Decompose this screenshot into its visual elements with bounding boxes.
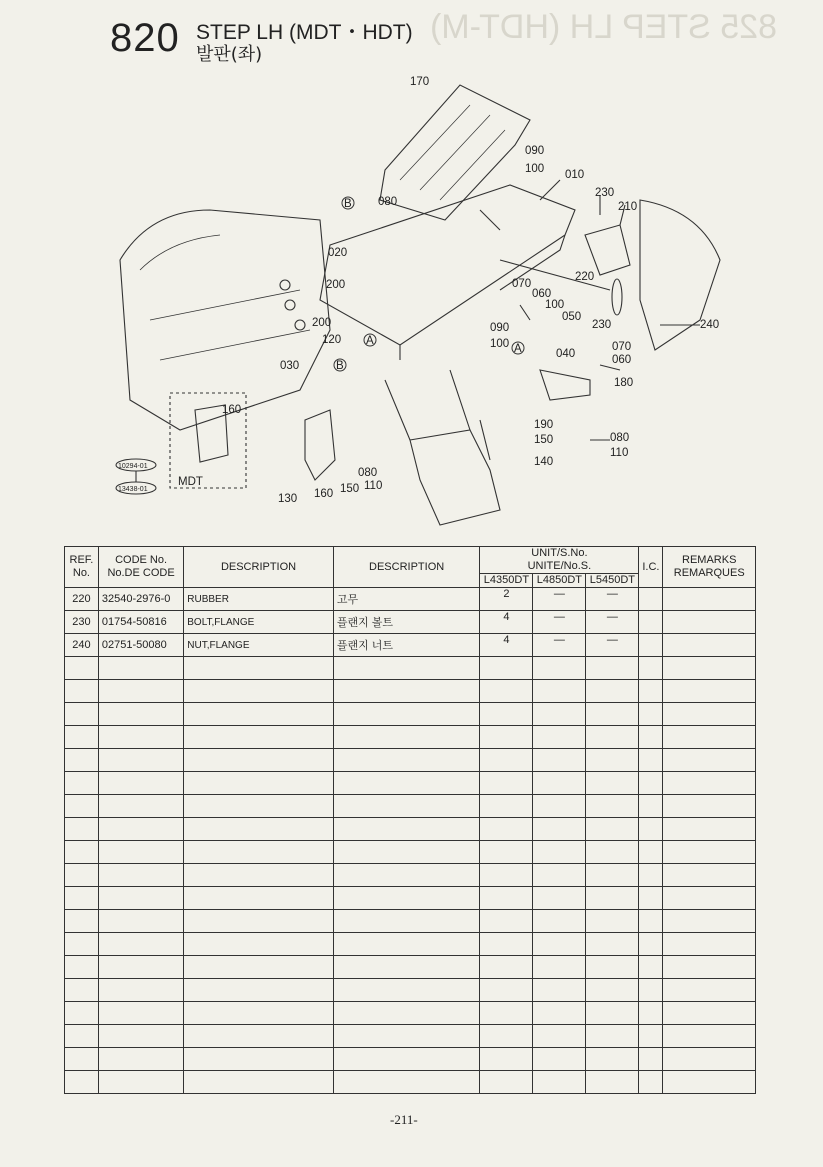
empty-table-row [65, 703, 756, 726]
empty-cell [480, 1048, 533, 1071]
svg-text:010: 010 [565, 169, 585, 181]
empty-cell [586, 864, 639, 887]
empty-cell [586, 680, 639, 703]
header-code: CODE No. No.DE CODE [98, 547, 183, 588]
empty-cell [480, 1071, 533, 1094]
header-model-2: L4850DT [533, 574, 586, 588]
qty-cell: — [586, 588, 639, 611]
empty-cell [333, 1048, 480, 1071]
empty-cell [65, 703, 99, 726]
ref-cell: 230 [65, 611, 99, 634]
header-ref: REF. No. [65, 547, 99, 588]
svg-text:090: 090 [490, 322, 510, 334]
remarks-cell [663, 634, 756, 657]
empty-cell [663, 680, 756, 703]
empty-cell [184, 703, 334, 726]
empty-cell [65, 956, 99, 979]
empty-cell [98, 726, 183, 749]
empty-cell [184, 795, 334, 818]
ref-cell: 220 [65, 588, 99, 611]
parts-table [64, 546, 756, 1094]
svg-text:230: 230 [592, 319, 612, 331]
empty-cell [184, 772, 334, 795]
svg-text:070: 070 [612, 341, 632, 353]
empty-cell [98, 818, 183, 841]
empty-cell [333, 956, 480, 979]
empty-cell [663, 956, 756, 979]
empty-cell [65, 726, 99, 749]
page-title-korean: 발판(좌) [196, 44, 263, 65]
page-title: STEP LH (MDT・HDT) [196, 21, 413, 44]
empty-cell [184, 1025, 334, 1048]
empty-cell [333, 772, 480, 795]
empty-table-row [65, 680, 756, 703]
empty-cell [98, 749, 183, 772]
empty-cell [333, 1025, 480, 1048]
empty-cell [65, 1002, 99, 1025]
desc-en-cell: BOLT,FLANGE [184, 611, 334, 634]
qty-cell: 4 [480, 611, 533, 634]
empty-cell [480, 1002, 533, 1025]
empty-cell [586, 726, 639, 749]
empty-cell [639, 795, 663, 818]
empty-cell [639, 703, 663, 726]
empty-cell [333, 703, 480, 726]
empty-cell [533, 1025, 586, 1048]
qty-cell: — [586, 611, 639, 634]
empty-cell [98, 910, 183, 933]
svg-text:240: 240 [700, 319, 720, 331]
svg-text:180: 180 [614, 377, 634, 389]
empty-cell [586, 910, 639, 933]
empty-cell [65, 864, 99, 887]
empty-cell [639, 749, 663, 772]
empty-cell [586, 1025, 639, 1048]
svg-text:080: 080 [358, 467, 378, 479]
empty-cell [586, 841, 639, 864]
svg-text:070: 070 [512, 278, 532, 290]
qty-cell: 4 [480, 634, 533, 657]
empty-cell [98, 680, 183, 703]
svg-text:170: 170 [410, 76, 430, 88]
empty-cell [639, 841, 663, 864]
empty-cell [586, 795, 639, 818]
empty-table-row [65, 1071, 756, 1094]
empty-cell [333, 933, 480, 956]
empty-cell [586, 887, 639, 910]
svg-text:230: 230 [595, 187, 615, 199]
empty-cell [333, 818, 480, 841]
svg-text:B: B [344, 198, 352, 210]
svg-text:190: 190 [534, 419, 554, 431]
empty-cell [98, 795, 183, 818]
empty-cell [586, 1002, 639, 1025]
page-footer: -211- [390, 1112, 418, 1127]
empty-cell [586, 933, 639, 956]
code-cell: 32540-2976-0 [98, 588, 183, 611]
empty-cell [663, 841, 756, 864]
empty-cell [480, 910, 533, 933]
empty-table-row [65, 1025, 756, 1048]
empty-cell [663, 818, 756, 841]
empty-cell [663, 1071, 756, 1094]
empty-cell [480, 979, 533, 1002]
empty-cell [333, 657, 480, 680]
empty-cell [639, 933, 663, 956]
qty-cell: — [533, 588, 586, 611]
ic-cell [639, 611, 663, 634]
empty-cell [333, 795, 480, 818]
empty-cell [533, 841, 586, 864]
svg-text:120: 120 [322, 334, 342, 346]
empty-cell [639, 979, 663, 1002]
empty-cell [184, 910, 334, 933]
stay-160 [305, 410, 335, 480]
empty-cell [333, 910, 480, 933]
empty-cell [533, 864, 586, 887]
empty-cell [533, 1002, 586, 1025]
empty-cell [639, 956, 663, 979]
code-cell: 02751-50080 [98, 634, 183, 657]
qty-cell: 2 [480, 588, 533, 611]
header-model-1: L4350DT [480, 574, 533, 588]
empty-cell [98, 1048, 183, 1071]
svg-text:A: A [514, 343, 522, 355]
bracket-180 [540, 370, 590, 400]
empty-cell [65, 680, 99, 703]
empty-cell [65, 910, 99, 933]
empty-table-row [65, 657, 756, 680]
empty-cell [480, 726, 533, 749]
empty-table-row [65, 910, 756, 933]
empty-cell [586, 956, 639, 979]
empty-cell [639, 680, 663, 703]
empty-cell [184, 680, 334, 703]
remarks-cell [663, 588, 756, 611]
empty-cell [586, 818, 639, 841]
empty-cell [533, 657, 586, 680]
empty-table-row [65, 795, 756, 818]
svg-text:060: 060 [532, 288, 552, 300]
svg-text:050: 050 [562, 311, 582, 323]
empty-cell [533, 703, 586, 726]
empty-cell [480, 887, 533, 910]
empty-table-row [65, 887, 756, 910]
empty-cell [533, 1071, 586, 1094]
svg-text:090: 090 [525, 145, 545, 157]
empty-cell [586, 657, 639, 680]
empty-cell [663, 910, 756, 933]
empty-cell [65, 933, 99, 956]
qty-cell: — [533, 611, 586, 634]
table-row [65, 588, 756, 611]
empty-cell [663, 933, 756, 956]
header-unit: UNIT/S.No. UNITE/No.S. [480, 547, 639, 574]
empty-cell [333, 979, 480, 1002]
svg-text:020: 020 [328, 247, 348, 259]
svg-text:110: 110 [364, 480, 383, 492]
svg-text:B: B [336, 360, 344, 372]
svg-text:040: 040 [556, 348, 576, 360]
empty-cell [333, 1071, 480, 1094]
empty-cell [184, 933, 334, 956]
desc-ko-cell: 플랜지 볼트 [333, 611, 480, 634]
empty-cell [533, 818, 586, 841]
empty-cell [184, 749, 334, 772]
empty-cell [533, 956, 586, 979]
empty-cell [586, 979, 639, 1002]
desc-ko-cell: 고무 [333, 588, 480, 611]
empty-cell [639, 1025, 663, 1048]
empty-cell [586, 703, 639, 726]
empty-cell [480, 1025, 533, 1048]
svg-text:030: 030 [280, 360, 300, 372]
empty-cell [639, 657, 663, 680]
svg-text:10294-01: 10294-01 [118, 463, 148, 470]
empty-cell [480, 703, 533, 726]
empty-cell [533, 1048, 586, 1071]
empty-cell [184, 979, 334, 1002]
empty-cell [663, 772, 756, 795]
empty-cell [533, 772, 586, 795]
empty-cell [663, 1025, 756, 1048]
svg-text:150: 150 [534, 434, 554, 446]
empty-cell [184, 726, 334, 749]
empty-table-row [65, 749, 756, 772]
empty-cell [98, 1025, 183, 1048]
empty-cell [184, 841, 334, 864]
empty-cell [184, 1002, 334, 1025]
header-remarks: REMARKS REMARQUES [663, 547, 756, 588]
empty-cell [663, 1002, 756, 1025]
empty-table-row [65, 841, 756, 864]
empty-cell [333, 749, 480, 772]
empty-table-row [65, 864, 756, 887]
empty-table-row [65, 772, 756, 795]
empty-cell [533, 887, 586, 910]
empty-cell [480, 657, 533, 680]
empty-cell [663, 703, 756, 726]
empty-cell [184, 887, 334, 910]
ic-cell [639, 634, 663, 657]
svg-text:140: 140 [534, 456, 554, 468]
empty-cell [333, 1002, 480, 1025]
empty-cell [184, 657, 334, 680]
empty-cell [480, 841, 533, 864]
empty-cell [533, 933, 586, 956]
empty-cell [65, 1048, 99, 1071]
empty-table-row [65, 818, 756, 841]
svg-text:160: 160 [222, 404, 242, 416]
svg-text:150: 150 [340, 483, 360, 495]
empty-cell [65, 749, 99, 772]
ic-cell [639, 588, 663, 611]
desc-ko-cell: 플랜지 너트 [333, 634, 480, 657]
empty-cell [533, 795, 586, 818]
empty-cell [663, 887, 756, 910]
empty-cell [333, 887, 480, 910]
empty-cell [65, 795, 99, 818]
empty-cell [663, 795, 756, 818]
svg-text:080: 080 [610, 432, 630, 444]
empty-cell [480, 956, 533, 979]
empty-table-row [65, 1048, 756, 1071]
empty-cell [65, 887, 99, 910]
empty-cell [98, 887, 183, 910]
empty-cell [533, 910, 586, 933]
empty-cell [65, 1071, 99, 1094]
svg-text:210: 210 [618, 201, 638, 213]
empty-cell [65, 772, 99, 795]
empty-cell [65, 1025, 99, 1048]
table-row [65, 611, 756, 634]
empty-cell [480, 864, 533, 887]
empty-cell [586, 1048, 639, 1071]
empty-cell [663, 657, 756, 680]
empty-cell [533, 749, 586, 772]
remarks-cell [663, 611, 756, 634]
svg-text:100: 100 [525, 163, 545, 175]
empty-cell [184, 1048, 334, 1071]
empty-cell [639, 864, 663, 887]
empty-cell [586, 1071, 639, 1094]
empty-cell [65, 657, 99, 680]
empty-table-row [65, 956, 756, 979]
empty-cell [333, 680, 480, 703]
empty-cell [98, 956, 183, 979]
header-ic: I.C. [639, 547, 663, 588]
empty-cell [98, 1002, 183, 1025]
header-desc-en: DESCRIPTION [184, 547, 334, 588]
empty-cell [65, 979, 99, 1002]
svg-text:200: 200 [312, 317, 332, 329]
empty-cell [65, 818, 99, 841]
empty-cell [639, 818, 663, 841]
empty-cell [533, 726, 586, 749]
empty-cell [98, 703, 183, 726]
empty-cell [639, 887, 663, 910]
empty-table-row [65, 1002, 756, 1025]
empty-cell [333, 726, 480, 749]
empty-cell [480, 795, 533, 818]
empty-cell [586, 749, 639, 772]
ref-cell: 240 [65, 634, 99, 657]
svg-text:100: 100 [490, 338, 510, 350]
empty-cell [533, 979, 586, 1002]
empty-cell [663, 864, 756, 887]
empty-cell [98, 772, 183, 795]
desc-en-cell: NUT,FLANGE [184, 634, 334, 657]
desc-en-cell: RUBBER [184, 588, 334, 611]
empty-cell [639, 726, 663, 749]
qty-cell: — [586, 634, 639, 657]
header-model-3: L5450DT [586, 574, 639, 588]
empty-cell [333, 841, 480, 864]
empty-cell [663, 1048, 756, 1071]
empty-cell [639, 1002, 663, 1025]
empty-cell [663, 749, 756, 772]
empty-cell [98, 1071, 183, 1094]
empty-cell [533, 680, 586, 703]
empty-cell [480, 933, 533, 956]
svg-text:220: 220 [575, 271, 595, 283]
empty-cell [480, 772, 533, 795]
svg-text:060: 060 [612, 354, 632, 366]
page-number: 820 [110, 16, 180, 60]
header-desc-ko: DESCRIPTION [333, 547, 480, 588]
svg-text:080: 080 [378, 196, 398, 208]
svg-text:A: A [366, 335, 374, 347]
empty-table-row [65, 979, 756, 1002]
empty-cell [639, 772, 663, 795]
qty-cell: — [533, 634, 586, 657]
empty-cell [184, 818, 334, 841]
empty-cell [333, 864, 480, 887]
svg-text:160: 160 [314, 488, 334, 500]
empty-cell [184, 864, 334, 887]
table-row [65, 634, 756, 657]
empty-cell [184, 1071, 334, 1094]
empty-cell [184, 956, 334, 979]
empty-cell [480, 680, 533, 703]
empty-table-row [65, 726, 756, 749]
empty-cell [663, 726, 756, 749]
empty-cell [639, 1071, 663, 1094]
code-cell: 01754-50816 [98, 611, 183, 634]
empty-cell [98, 657, 183, 680]
exploded-parts-diagram [0, 60, 823, 540]
svg-text:200: 200 [326, 279, 346, 291]
empty-cell [98, 979, 183, 1002]
svg-text:130: 130 [278, 493, 298, 505]
empty-cell [639, 910, 663, 933]
empty-cell [98, 864, 183, 887]
empty-cell [586, 772, 639, 795]
empty-cell [65, 841, 99, 864]
svg-text:13438-01: 13438-01 [118, 486, 148, 493]
bleed-through-text: 825 STEP LH (HDT-M) [430, 8, 778, 46]
empty-cell [98, 933, 183, 956]
empty-cell [480, 749, 533, 772]
empty-table-row [65, 933, 756, 956]
empty-cell [663, 979, 756, 1002]
svg-text:110: 110 [610, 447, 629, 459]
empty-cell [98, 841, 183, 864]
empty-cell [480, 818, 533, 841]
svg-text:100: 100 [545, 299, 565, 311]
empty-cell [639, 1048, 663, 1071]
svg-text:MDT: MDT [178, 476, 203, 488]
